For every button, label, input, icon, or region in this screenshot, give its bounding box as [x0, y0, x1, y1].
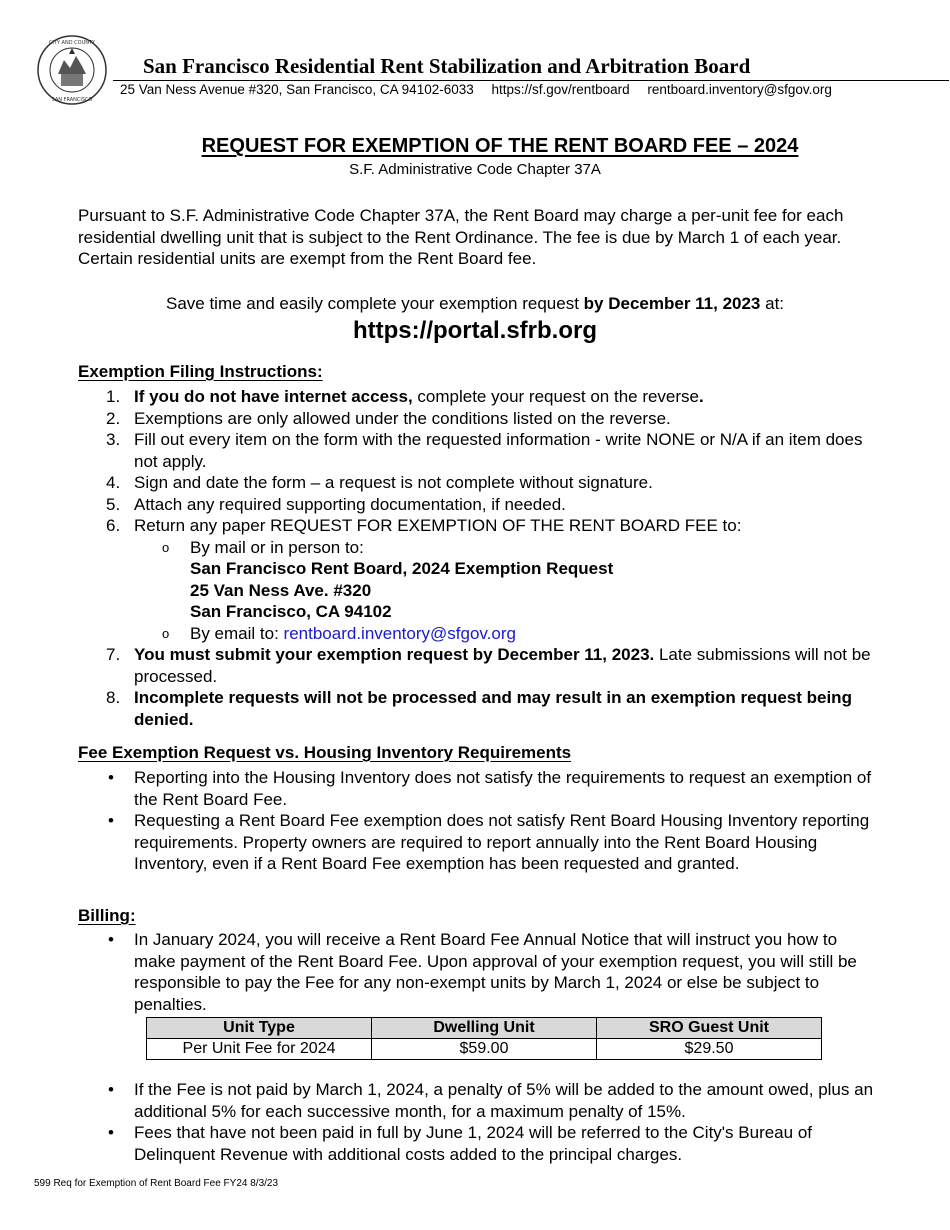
- table-header-row: [147, 1018, 822, 1039]
- fee-table: [146, 1017, 822, 1060]
- website-link[interactable]: https://sf.gov/rentboard: [491, 82, 630, 97]
- billing-list: [78, 929, 878, 1165]
- table-header: Unit Type: [147, 1018, 372, 1039]
- list-item: 4. Sign and date the form – a request is not complete without signature.: [106, 473, 653, 492]
- office-address: 25 Van Ness Avenue #320, San Francisco, CA 94102-6033: [120, 82, 474, 97]
- header-rule: [113, 80, 949, 81]
- billing-heading: Billing:: [78, 906, 136, 925]
- organization-name: San Francisco Residential Rent Stabilization and Arbitration Board: [143, 54, 751, 78]
- table-cell: Per Unit Fee for 2024: [147, 1039, 372, 1060]
- mail-option: o By mail or in person to:: [162, 537, 364, 557]
- save-time-line: Save time and easily complete your exemption request by December 11, 2023 at:: [165, 294, 785, 313]
- table-cell: $59.00: [372, 1039, 597, 1060]
- footer-form-id: 599 Req for Exemption of Rent Board Fee FY24 8/3/23: [34, 1178, 279, 1189]
- housing-list: [78, 767, 878, 875]
- email-option: o By email to: rentboard.inventory@sfgov.org: [162, 623, 516, 643]
- email-link[interactable]: rentboard.inventory@sfgov.org: [283, 623, 516, 643]
- document-title: REQUEST FOR EXEMPTION OF THE RENT BOARD FEE – 2024: [201, 135, 799, 157]
- list-item: 5. Attach any required supporting documentation, if needed.: [106, 494, 566, 514]
- list-item: • Reporting into the Housing Inventory does not satisfy the requirements to request an exemption of the Rent Board Fee.: [108, 768, 872, 809]
- document-subtitle: S.F. Administrative Code Chapter 37A: [349, 161, 601, 178]
- portal-link[interactable]: https://portal.sfrb.org: [353, 317, 597, 344]
- list-item: 1. If you do not have internet access, complete your request on the reverse.: [106, 387, 704, 406]
- list-item: 2. Exemptions are only allowed under the conditions listed on the reverse.: [106, 408, 671, 428]
- housing-heading: Fee Exemption Request vs. Housing Inventory Requirements: [78, 743, 572, 762]
- list-item: 6. Return any paper REQUEST FOR EXEMPTION OF THE RENT BOARD FEE to:: [106, 516, 742, 535]
- list-item: 3. Fill out every item on the form with the requested information - write NONE or N/A if an item does not apply.: [106, 430, 863, 471]
- list-item: 7. You must submit your exemption request by December 11, 2023. Late submissions will not be processed.: [106, 645, 871, 686]
- table-row: [147, 1039, 822, 1060]
- instructions-heading: Exemption Filing Instructions:: [78, 362, 323, 381]
- list-item: • Fees that have not been paid in full by June 1, 2024 will be referred to the City's Bureau of Delinquent Revenue with additional costs added to the principal charges.: [108, 1123, 812, 1164]
- intro-paragraph: Pursuant to S.F. Administrative Code Chapter 37A, the Rent Board may charge a per-unit fee for each residential dwelling unit that is subject to the Rent Ordinance. The fee is due by March 1 of each year. Certain residential units are exempt from the Rent Board fee.: [78, 206, 844, 268]
- contact-line: [120, 82, 846, 97]
- svg-text:SAN FRANCISCO: SAN FRANCISCO: [51, 97, 93, 103]
- city-seal-logo: [34, 34, 114, 106]
- instructions-list: [78, 386, 878, 730]
- list-item: 8. Incomplete requests will not be processed and may result in an exemption request being denied.: [106, 688, 852, 729]
- mail-address: San Francisco Rent Board, 2024 Exemption Request 25 Van Ness Ave. #320 San Francisco, CA 94102: [190, 559, 614, 621]
- svg-text:CITY AND COUNTY: CITY AND COUNTY: [48, 40, 96, 46]
- list-item: • In January 2024, you will receive a Rent Board Fee Annual Notice that will instruct you how to make payment of the Rent Board Fee. Upon approval of your exemption request, you will still be responsible to pay the Fee for any non-exempt units by March 1, 2024 or else be subject to penalties.: [108, 930, 857, 1014]
- list-item: • Requesting a Rent Board Fee exemption does not satisfy Rent Board Housing Inventory reporting requirements. Property owners are required to report annually into the Rent Board Housing Inventory, even if a Rent Board Fee exemption has been requested and granted.: [108, 811, 870, 873]
- table-header: Dwelling Unit: [372, 1018, 597, 1039]
- deadline-text: by December 11, 2023: [583, 294, 761, 313]
- list-item: • If the Fee is not paid by March 1, 2024, a penalty of 5% will be added to the amount owed, plus an additional 5% for each successive month, for a maximum penalty of 15%.: [108, 1080, 874, 1121]
- table-header: SRO Guest Unit: [597, 1018, 822, 1039]
- table-cell: $29.50: [597, 1039, 822, 1060]
- email-link[interactable]: rentboard.inventory@sfgov.org: [647, 82, 832, 97]
